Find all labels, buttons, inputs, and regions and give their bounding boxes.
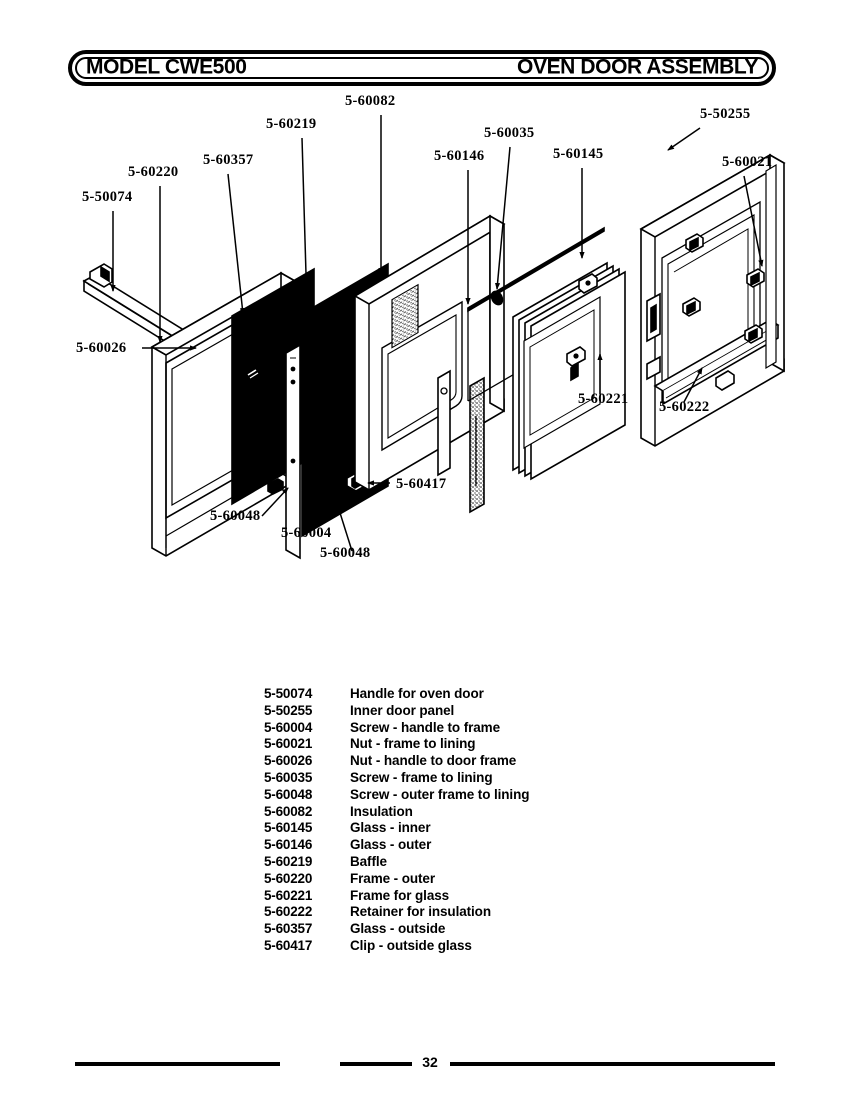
part-description: Glass - outer xyxy=(350,837,432,853)
parts-list-row xyxy=(264,837,684,854)
part-description: Nut - handle to door frame xyxy=(350,753,517,769)
parts-list-row xyxy=(264,787,684,804)
callout-5-60035: 5-60035 xyxy=(484,125,535,141)
parts-list-row xyxy=(264,736,684,753)
part-number: 5-60048 xyxy=(264,786,313,802)
callout-5-60021: 5-60021 xyxy=(722,154,773,170)
parts-list-row xyxy=(264,703,684,720)
parts-list-row xyxy=(264,753,684,770)
parts-list-row xyxy=(264,770,684,787)
parts-list-row xyxy=(264,686,684,703)
exploded-view-diagram xyxy=(0,86,848,586)
part-description: Clip - outside glass xyxy=(350,937,472,953)
callout-5-60222: 5-60222 xyxy=(659,399,710,415)
callout-5-60357: 5-60357 xyxy=(203,152,254,168)
callout-5-60082: 5-60082 xyxy=(345,93,396,109)
header-title-bar xyxy=(68,50,776,86)
callout-5-60048-right: 5-60048 xyxy=(320,545,371,561)
part-number: 5-60417 xyxy=(264,937,313,953)
part-description: Retainer for insulation xyxy=(350,904,491,920)
callout-5-60004: 5-60004 xyxy=(281,525,332,541)
part-number: 5-60146 xyxy=(264,837,313,853)
part-description: Screw - outer frame to lining xyxy=(350,786,530,802)
parts-list-row xyxy=(264,938,684,955)
parts-list-row xyxy=(264,871,684,888)
callout-5-50074: 5-50074 xyxy=(82,189,133,205)
callout-5-60221: 5-60221 xyxy=(578,391,629,407)
parts-list-row xyxy=(264,820,684,837)
parts-list xyxy=(264,686,684,955)
part-description: Glass - inner xyxy=(350,820,431,836)
callout-5-60219: 5-60219 xyxy=(266,116,317,132)
footer-rule-left xyxy=(75,1062,280,1066)
part-number: 5-60004 xyxy=(264,719,313,735)
leader-5-60357 xyxy=(228,174,243,314)
parts-list-row xyxy=(264,888,684,905)
callout-5-60026: 5-60026 xyxy=(76,340,127,356)
part-number: 5-60222 xyxy=(264,904,313,920)
part-description: Baffle xyxy=(350,853,387,869)
part-number: 5-60357 xyxy=(264,921,313,937)
part-description: Nut - frame to lining xyxy=(350,736,476,752)
part-number: 5-60026 xyxy=(264,753,313,769)
part-description: Insulation xyxy=(350,803,413,819)
parts-list-row xyxy=(264,921,684,938)
callout-5-50255: 5-50255 xyxy=(700,106,751,122)
leader-5-50255 xyxy=(668,128,700,150)
callout-5-60048-left: 5-60048 xyxy=(210,508,261,524)
part-number: 5-60035 xyxy=(264,769,313,785)
callout-5-60146: 5-60146 xyxy=(434,148,485,164)
part-number: 5-60082 xyxy=(264,803,313,819)
page-footer xyxy=(0,1054,848,1074)
footer-rule-middle xyxy=(340,1062,412,1066)
page-number: 32 xyxy=(422,1054,438,1070)
part-description: Frame - outer xyxy=(350,870,435,886)
parts-list-row xyxy=(264,854,684,871)
part-description: Handle for oven door xyxy=(350,686,484,701)
part-number: 5-60145 xyxy=(264,820,313,836)
callout-5-60220: 5-60220 xyxy=(128,164,179,180)
footer-rule-right xyxy=(450,1062,775,1066)
part-number: 5-60021 xyxy=(264,736,313,752)
assembly-title-label: OVEN DOOR ASSEMBLY xyxy=(517,55,758,79)
part-description: Glass - outside xyxy=(350,921,446,937)
callout-5-60145: 5-60145 xyxy=(553,146,604,162)
part-number: 5-50255 xyxy=(264,702,313,718)
part-description: Screw - frame to lining xyxy=(350,769,493,785)
part-description: Inner door panel xyxy=(350,702,455,718)
parts-list-row xyxy=(264,720,684,737)
part-description: Screw - handle to frame xyxy=(350,719,500,735)
part-number: 5-60219 xyxy=(264,853,313,869)
part-description: Frame for glass xyxy=(350,887,450,903)
part-number: 5-60220 xyxy=(264,870,313,886)
part-number: 5-60221 xyxy=(264,887,313,903)
parts-list-row xyxy=(264,904,684,921)
callout-5-60417: 5-60417 xyxy=(396,476,447,492)
parts-list-row xyxy=(264,804,684,821)
model-label: MODEL CWE500 xyxy=(86,55,247,79)
part-frame-for-glass xyxy=(513,263,625,479)
part-insulation xyxy=(355,216,504,512)
part-number: 5-50074 xyxy=(264,686,313,701)
